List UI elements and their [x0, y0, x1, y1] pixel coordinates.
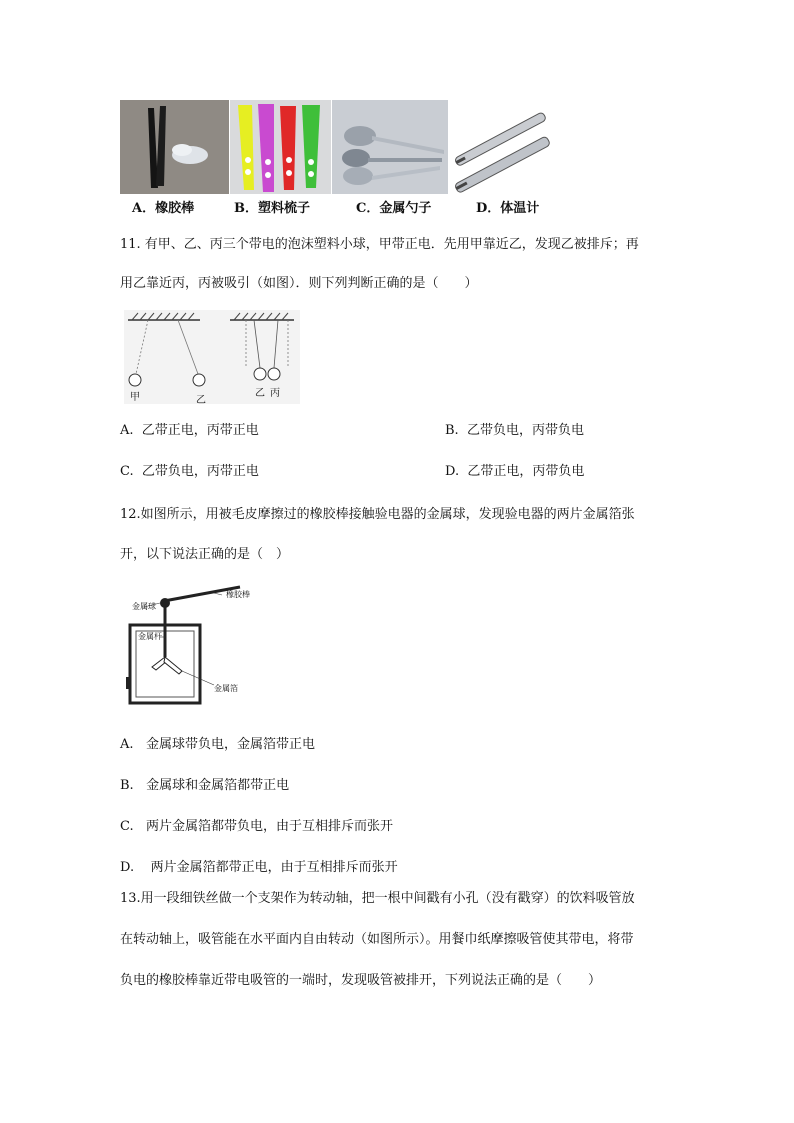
q11-option-b: [445, 424, 584, 437]
q12-option-b: [120, 779, 289, 792]
option-text: 金属勺子: [379, 201, 432, 216]
q12-stem-line1: 12.如图所示，用被毛皮摩擦过的橡胶棒接触验电器的金属球，发现验电器的两片金属箔张: [120, 507, 635, 522]
option-letter: B.: [120, 778, 134, 793]
option-text: 橡胶棒: [155, 201, 195, 216]
option-text: 两片金属箔都带负电，由于互相排斥而张开: [146, 819, 394, 834]
option-letter: B.: [445, 423, 459, 438]
q11-figure: [118, 308, 300, 404]
q11-option-a: [120, 424, 259, 437]
plastic-comb-photo: [230, 100, 331, 194]
q12-option-c: [120, 820, 393, 833]
label-jia: 甲: [130, 392, 140, 403]
option-b: [234, 202, 310, 215]
option-c: [356, 202, 431, 215]
option-text: 体温计: [500, 201, 540, 216]
q11-option-c: [120, 465, 259, 478]
option-text: 乙带负电，丙带负电: [466, 423, 584, 438]
option-letter: C．: [356, 201, 380, 216]
label-metal-foil: 金属箔: [214, 684, 238, 693]
label-metal-ball: 金属球: [132, 602, 156, 611]
option-letter: B．: [234, 201, 258, 216]
q12-stem-line2: 开，以下说法正确的是（ ）: [120, 547, 290, 562]
q11-option-d: [445, 465, 584, 478]
label-rubber-rod: 橡胶棒: [226, 590, 250, 599]
label-bing: 丙: [270, 388, 280, 399]
option-d: [476, 202, 539, 215]
thermometer-photo: [449, 100, 555, 194]
label-yi: 乙: [196, 395, 206, 406]
rubber-rod-photo: [120, 100, 229, 194]
option-text: 乙带正电，丙带正电: [141, 423, 259, 438]
label-yi-right: 乙: [255, 388, 265, 399]
metal-spoon-photo: [332, 100, 448, 194]
option-text: 金属球和金属箔都带正电: [146, 778, 290, 793]
q13-stem-line1: 13.用一段细铁丝做一个支架作为转动轴，把一根中间戳有小孔（没有戳穿）的饮料吸管放: [120, 891, 635, 906]
option-text: 塑料梳子: [258, 201, 311, 216]
q11-stem-line1: 11. 有甲、乙、丙三个带电的泡沫塑料小球，甲带正电．先用甲靠近乙，发现乙被排斥；再: [120, 237, 639, 252]
electroscope-figure: [122, 585, 262, 707]
option-text: 乙带负电，丙带正电: [141, 464, 259, 479]
option-letter: D.: [445, 464, 460, 479]
label-metal-bar: 金属杆: [138, 632, 162, 641]
q11-stem-line2: 用乙靠近丙，丙被吸引（如图）．则下列判断正确的是（ ）: [120, 276, 478, 291]
option-letter: A．: [132, 201, 156, 216]
q13-stem-line3: 负电的橡胶棒靠近带电吸管的一端时，发现吸管被排开，下列说法正确的是（ ）: [120, 973, 602, 988]
q12-option-d: [120, 861, 398, 874]
option-text: 金属球带负电，金属箔带正电: [145, 737, 315, 752]
option-a: [132, 202, 194, 215]
option-text: 乙带正电，丙带负电: [467, 464, 585, 479]
option-letter: A.: [120, 423, 134, 438]
option-letter: D.: [120, 860, 135, 875]
q13-stem-line2: 在转动轴上，吸管能在水平面内自由转动（如图所示）。用餐巾纸摩擦吸管使其带电，将带: [120, 932, 634, 947]
option-letter: C.: [120, 819, 134, 834]
option-text: 两片金属箔都带正电，由于互相排斥而张开: [150, 860, 398, 875]
option-letter: A.: [120, 737, 134, 752]
q12-option-a: [120, 738, 315, 751]
option-letter: D．: [476, 201, 501, 216]
option-letter: C.: [120, 464, 134, 479]
